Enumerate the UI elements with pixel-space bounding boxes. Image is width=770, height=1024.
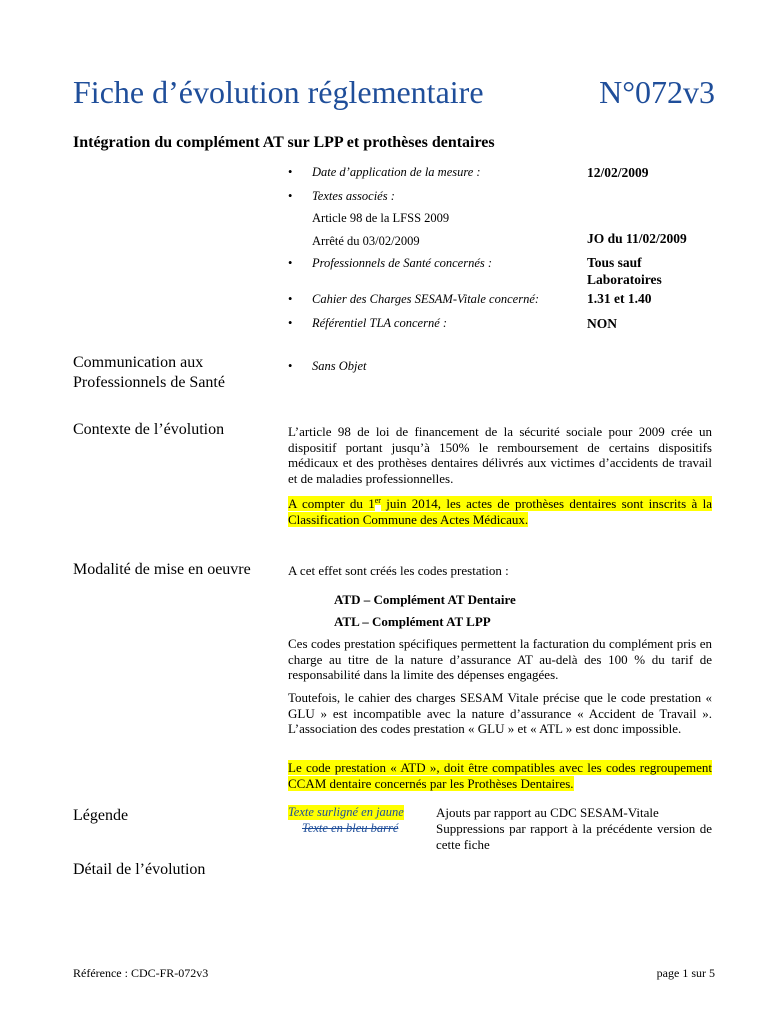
communication-label-line1: Communication aux [73,354,204,371]
contexte-section-label: Contexte de l’évolution [73,421,225,438]
modalite-intro: A cet effet sont créés les codes prestation : [288,563,509,578]
detail-section-label: Détail de l’évolution [73,861,206,878]
modalite-paragraph-2: Toutefois, le cahier des charges SESAM Vitale précise que le code prestation « GLU » est incompatible avec la nature d’assurance « Accident de Travail ». L’association des codes prestation « GLU » et « ATL » est donc impossible. [288,690,712,736]
legende-highlight-sample: Texte surligné en jaune [288,805,404,819]
communication-value: Sans Objet [312,359,367,373]
cdc-value: 1.31 et 1.40 [587,291,652,306]
textes-associes-row [288,189,395,204]
modalite-paragraph-1: Ces codes prestation spécifiques permettent la facturation du complément pris en charge au titre de la nature d’assurance AT au-delà des 100 % du tarif de responsabilité dans la limite des dépenses engagées. [288,636,712,682]
communication-section-label [73,353,225,393]
date-application-row [288,165,481,180]
legende-strike-sample: Texte en bleu barré [302,821,399,835]
bullet-icon: • [288,165,293,179]
texte-arrete-jo: JO du 11/02/2009 [587,231,687,246]
date-application-label: Date d’application de la mesure : [312,165,481,179]
contexte-highlight-after: juin 2014, les actes de prothèses dentaires sont inscrits à la Classification Commune des Actes Médicaux. [288,496,712,527]
communication-label-line2: Professionnels de Santé [73,374,225,391]
modalite-highlight-text: Le code prestation « ATD », doit être compatibles avec les codes regroupement CCAM dentaire concernés par les Prothèses Dentaires. [288,760,712,791]
tla-value: NON [587,316,617,331]
cdc-row [288,292,539,307]
footer-reference: Référence : CDC-FR-072v3 [73,966,209,980]
footer-page-number: page 1 sur 5 [656,966,715,980]
legende-strike-description: Suppressions par rapport à la précédente version de cette fiche [436,821,712,852]
professionnels-row [288,256,492,271]
communication-row [288,359,367,374]
texte-arrete: Arrêté du 03/02/2009 [312,234,420,248]
bullet-icon: • [288,256,293,270]
contexte-highlight-paragraph [288,496,712,527]
legende-highlight-description: Ajouts par rapport au CDC SESAM-Vitale [436,805,659,820]
code-atd: ATD – Complément AT Dentaire [334,592,516,607]
cdc-label: Cahier des Charges SESAM-Vitale concerné: [312,292,540,306]
texte-article: Article 98 de la LFSS 2009 [312,211,450,225]
bullet-icon: • [288,359,293,373]
professionnels-label: Professionnels de Santé concernés : [312,256,493,270]
tla-label: Référentiel TLA concerné : [312,316,448,330]
professionnels-value [587,254,662,288]
tla-row [288,316,447,331]
contexte-highlight-before: A compter du 1 [288,496,375,511]
modalite-section-label: Modalité de mise en oeuvre [73,561,251,578]
legende-section-label: Légende [73,807,129,824]
textes-associes-label: Textes associés : [312,189,395,203]
contexte-paragraph: L’article 98 de loi de financement de la sécurité sociale pour 2009 crée un dispositif portant jusqu’à 150% le remboursement de certains dispositifs médicaux et des prothèses dentaires délivrés aux victimes d’accidents de travail et de maladies professionnelles. [288,424,712,486]
bullet-icon: • [288,316,293,330]
document-subtitle: Intégration du complément AT sur LPP et prothèses dentaires [73,134,495,151]
modalite-highlight-paragraph [288,760,712,791]
date-application-value: 12/02/2009 [587,165,649,180]
document-number: N°072v3 [599,74,715,110]
professionnels-value-line1: Tous sauf [587,255,642,270]
professionnels-value-line2: Laboratoires [587,272,662,287]
bullet-icon: • [288,189,293,203]
contexte-highlight-sup: er [374,495,381,505]
code-atl: ATL – Complément AT LPP [334,614,491,629]
bullet-icon: • [288,292,293,306]
document-title: Fiche d’évolution réglementaire [73,74,484,110]
